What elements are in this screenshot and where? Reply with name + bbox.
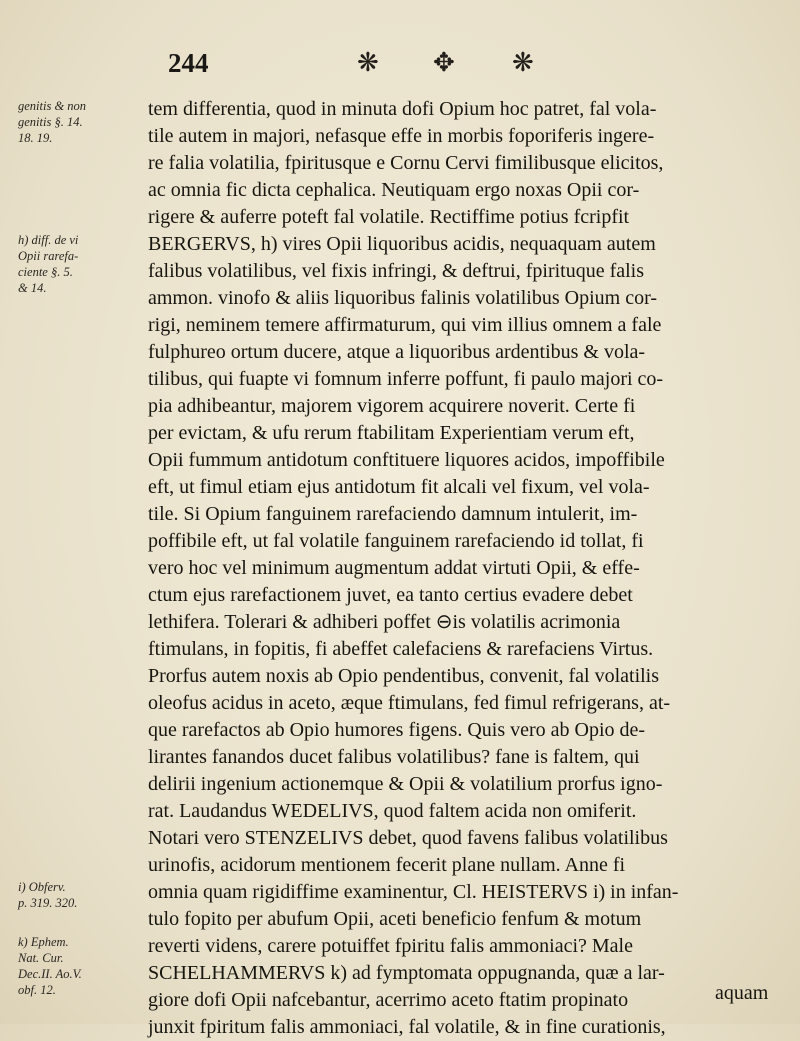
fleuron-ornament-icon: ❋ <box>512 48 534 78</box>
margin-note-line: ciente §. 5. <box>18 265 73 279</box>
text-line: tilibus, qui fuapte vi fomnum inferre poffunt, fi paulo majori co- <box>148 368 664 390</box>
text-line: lirantes fanandos ducet falibus volatilibus? fane is faltem, qui <box>148 746 640 768</box>
text-line: ac omnia fic dicta cephalica. Neutiquam ergo noxas Opii cor- <box>148 179 640 201</box>
margin-note-i <box>18 879 134 911</box>
text-line: ctum ejus rarefactionem juvet, ea tanto certius evadere debet <box>148 584 633 606</box>
text-line: BERGERVS, h) vires Opii liquoribus acidis, nequaquam autem <box>148 233 656 255</box>
text-line: pia adhibeantur, majorem vigorem acquirere noverit. Certe fi <box>148 395 636 417</box>
margin-note-line: k) Ephem. <box>18 935 69 949</box>
margin-notes <box>0 0 140 1024</box>
text-line: delirii ingenium actionemque & Opii & volatilium prorfus igno- <box>148 773 663 795</box>
text-line: rat. Laudandus WEDELIVS, quod faltem acida non omiferit. <box>148 800 637 822</box>
text-line: reverti videns, carere potuiffet fpiritu falis ammoniaci? Male <box>148 935 633 957</box>
text-line: fulphureo ortum ducere, atque a liquoribus ardentibus & vola- <box>148 341 646 363</box>
catchword: aquam <box>715 982 769 1004</box>
text-line: falibus volatilibus, vel fixis infringi, & deftrui, fpirituque falis <box>148 260 645 282</box>
margin-note-line: Nat. Cur. <box>18 951 64 965</box>
margin-note-line: 18. 19. <box>18 131 53 145</box>
text-line: Opii fummum antidotum conftituere liquores acidos, impoffibile <box>148 449 665 471</box>
cross-ornament-icon: ✥ <box>433 48 455 78</box>
page-number: 244 <box>168 48 209 78</box>
text-line: rigi, neminem temere affirmaturum, qui vim illius omnem a fale <box>148 314 662 336</box>
fleuron-ornament-icon: ❋ <box>357 48 379 78</box>
margin-note-h <box>18 232 134 296</box>
text-line: vero hoc vel minimum augmentum addat virtuti Opii, & effe- <box>148 557 640 579</box>
body-text <box>148 96 780 1041</box>
text-line: omnia quam rigidiffime examinentur, Cl. HEISTERVS i) in infan- <box>148 881 679 903</box>
margin-note-line: Dec.II. Ao.V. <box>18 967 82 981</box>
text-line: per evictam, & ufu rerum ftabilitam Experientiam verum eft, <box>148 422 635 444</box>
text-line: lethifera. Tolerari & adhiberi poffet ⊖is volatilis acrimonia <box>148 611 621 633</box>
text-line: ftimulans, in fopitis, fi abeffet calefaciens & rarefaciens Virtus. <box>148 638 654 660</box>
text-line: SCHELHAMMERVS k) ad fymptomata oppugnanda, quæ a lar- <box>148 962 665 984</box>
margin-note-line: Opii rarefa- <box>18 249 79 263</box>
margin-note-line: genitis §. 14. <box>18 115 83 129</box>
text-line: tile. Si Opium fanguinem rarefaciendo damnum intulerit, im- <box>148 503 638 525</box>
text-line: que rarefactos ab Opio humores figens. Quis vero ab Opio de- <box>148 719 646 741</box>
margin-note-line: obf. 12. <box>18 983 56 997</box>
margin-note-line: i) Obferv. <box>18 880 66 894</box>
text-line: giore dofi Opii nafcebantur, acerrimo aceto ftatim propinato <box>148 989 629 1011</box>
text-line: Prorfus autem noxis ab Opio pendentibus, convenit, fal volatilis <box>148 665 660 687</box>
text-line: tile autem in majori, nefasque effe in morbis foporiferis ingere- <box>148 125 655 147</box>
text-line: tem differentia, quod in minuta dofi Opium hoc patret, fal vola- <box>148 98 657 120</box>
text-line: poffibile eft, ut fal volatile fanguinem rarefaciendo id tollat, fi <box>148 530 644 552</box>
text-line: rigere & auferre poteft fal volatile. Rectiffime potius fcripfit <box>148 206 630 228</box>
margin-note-line: & 14. <box>18 281 47 295</box>
text-line: Notari vero STENZELIVS debet, quod favens falibus volatilibus <box>148 827 668 849</box>
text-line: eft, ut fimul etiam ejus antidotum fit alcali vel fixum, vel vola- <box>148 476 650 498</box>
margin-note-line: p. 319. 320. <box>18 896 78 910</box>
margin-note-genitis <box>18 98 134 146</box>
margin-note-line: h) diff. de vi <box>18 233 79 247</box>
text-line: tulo fopito per abufum Opii, aceti beneficio fenfum & motum <box>148 908 642 930</box>
margin-note-line: genitis & non <box>18 99 87 113</box>
margin-note-k <box>18 934 134 998</box>
text-line: junxit fpiritum falis ammoniaci, fal volatile, & in fine curationis, <box>148 1016 666 1038</box>
text-line: re falia volatilia, fpiritusque e Cornu Cervi fimilibusque elicitos, <box>148 152 664 174</box>
text-line: urinofis, acidorum mentionem fecerit plane nullam. Anne fi <box>148 854 626 876</box>
text-line: ammon. vinofo & aliis liquoribus falinis volatilibus Opium cor- <box>148 287 657 309</box>
text-line: oleofus acidus in aceto, æque ftimulans, fed fimul refrigerans, at- <box>148 692 671 714</box>
